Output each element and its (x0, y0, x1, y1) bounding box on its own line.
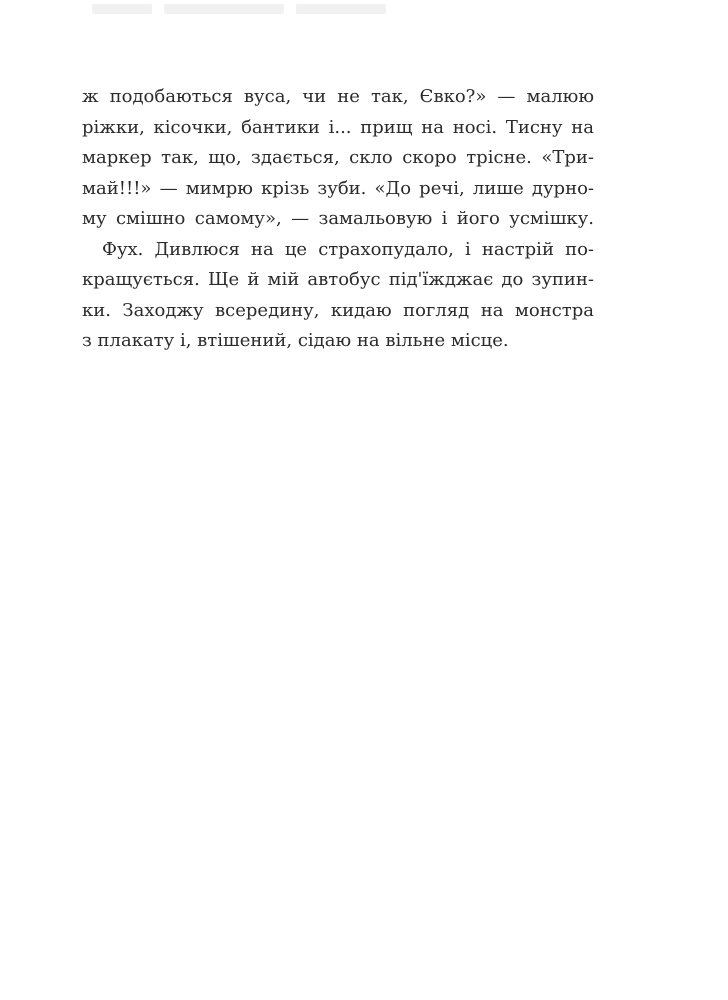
text-line: май!!!» — мимрю крізь зуби. «До речі, лише дурно- (82, 177, 594, 199)
previous-page-bleed (92, 0, 482, 18)
text-line: му смішно самому», — замальовую і його усмішку. (82, 208, 594, 229)
paragraph (82, 82, 594, 235)
text-line: ж подобаються вуса, чи не так, Євко?» — малюю (82, 86, 594, 107)
text-line: ки. Заходжу всередину, кидаю погляд на монстра (82, 299, 594, 321)
text-line: ріжки, кісочки, бантики і... прищ на носі. Тисну на (82, 116, 594, 138)
text-line: з плакату і, втішений, сідаю на вільне місце. (82, 330, 509, 351)
body-text (82, 82, 594, 357)
text-line: кращується. Ще й мій автобус під'їжджає до зупин- (82, 269, 594, 290)
bleed-mark (92, 4, 152, 14)
text-line: маркер так, що, здається, скло скоро трісне. «Три- (82, 147, 594, 168)
bleed-mark (164, 4, 284, 14)
paragraph (82, 235, 594, 357)
bleed-mark (296, 4, 386, 14)
text-line: Фух. Дивлюся на це страхопудало, і настрій по- (102, 238, 594, 260)
